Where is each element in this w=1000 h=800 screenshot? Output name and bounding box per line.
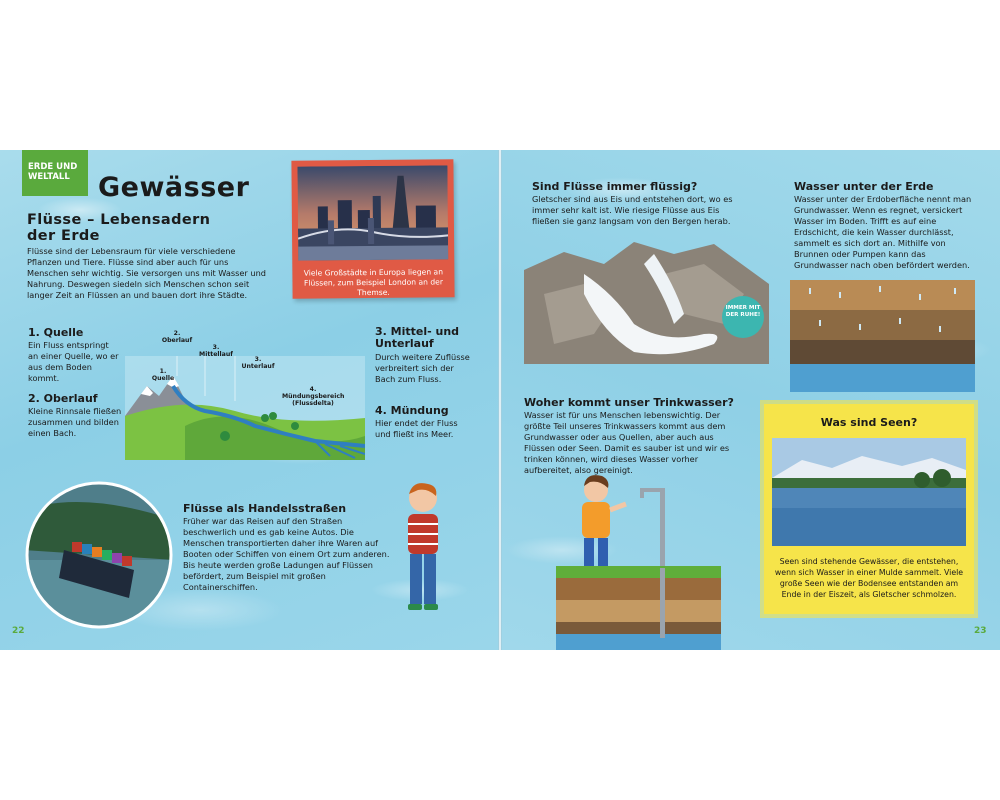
groundwater-text: Wasser unter der Erdoberfläche nennt man Grundwasser. Wenn es regnet, versickert Wasser im Boden. Trifft es auf eine Erdschicht, die kein Wasser durchlässt, sammelt es sich dort an. Mithilfe von Brunnen oder Pumpen kann das Grundwasser nach oben befördert werden. [794,194,972,270]
rivers-text: Flüsse sind der Lebensraum für viele verschiedene Pflanzen und Tiere. Flüsse sind aber auch für uns Menschen sehr wichtig. Sie versorgen uns mit Wasser und Nahrung. Deswegen siedeln sich Menschen schon seit langer Zeit an Flüssen an und bauen dort ihre Städte. [27,246,266,300]
drinkwater-heading: Woher kommt unser Trinkwasser? [524,396,734,409]
book-spread [0,150,1000,650]
groundwater-illustration [790,280,975,392]
drinkwater-text: Wasser ist für uns Menschen lebenswichtig. Der größte Teil unseres Trinkwassers kommt aus dem Grundwasser oder aus Quellen, aber auch aus Flüssen oder Seen. Damit es sauber ist und wir es trinken können, wird dieses Wasser vorher aufbereitet, also gereinigt. [524,410,730,475]
glacier-heading: Sind Flüsse immer flüssig? [532,180,698,193]
lake-photo [772,438,966,546]
muendung-text: Hier endet der Fluss und fließt ins Meer. [375,418,458,439]
glacier-text: Gletscher sind aus Eis und entstehen dort, wo es immer sehr kalt ist. Wie riesige Flüsse aus Eis fließen sie ganz langsam von den Bergen herab. [532,194,733,226]
london-caption: Viele Großstädte in Europa liegen an Flüssen, zum Beispiel London an der Themse. [303,267,444,298]
trade-heading: Flüsse als Handelsstraßen [183,502,347,515]
london-photo-card [291,159,454,298]
oberlauf-text: Kleine Rinnsale fließen zusammen und bilden einen Bach. [28,406,122,438]
muendung-heading: 4. Mündung [375,404,449,417]
speech-bubble [722,296,764,338]
left-page [0,150,498,650]
page-number-right: 23 [974,626,987,636]
quelle-text: Ein Fluss entspringt an einer Quelle, wo er aus dem Boden kommt. [28,340,119,383]
oberlauf-heading: 2. Oberlauf [28,392,98,405]
container-ship-photo [24,480,174,630]
lakes-card [764,404,974,614]
label-unterlauf: 3. Unterlauf [241,356,275,370]
label-oberlauf: 2. Oberlauf [161,330,193,344]
london-photo [297,165,448,260]
trade-text: Früher war das Reisen auf den Straßen beschwerlich und es gab keine Autos. Die Menschen transportierten daher ihre Waren auf Booten oder Schiffen von einem Ort zum anderen. Bis heute werden große Ladungen auf Flüssen befördert, zum Beispiel mit großen Containerschiffen. [183,516,390,592]
mittellauf-heading: 3. Mittel- und Unterlauf [375,325,460,350]
category-badge: ERDE UND WELTALL [22,150,88,196]
mittellauf-text: Durch weitere Zuflüsse verbreitert sich der Bach zum Fluss. [375,352,470,384]
lakes-title: Was sind Seen? [820,416,918,429]
page-title: Gewässer [98,172,250,203]
quelle-heading: 1. Quelle [28,326,84,339]
right-page [502,150,1000,650]
groundwater-heading: Wasser unter der Erde [794,180,934,193]
label-quelle: 1. Quelle [151,368,175,382]
speech-bubble-text: IMMER MIT DER RUHE! [725,305,761,318]
boy-illustration [398,478,448,618]
lakes-text: Seen sind stehende Gewässer, die entstehen, wenn sich Wasser in einer Mulde sammelt. Viele große Seen wie der Bodensee entstanden am Ende in der Eiszeit, als Gletscher schmolzen. [774,557,964,599]
page-number-left: 22 [12,626,25,636]
label-mittellauf: 3. Mittellauf [199,344,233,358]
well-illustration [556,468,721,650]
rivers-heading: Flüsse – Lebensadern der Erde [27,212,211,244]
label-muendung: 4. Mündungsbereich (Flussdelta) [282,386,345,407]
